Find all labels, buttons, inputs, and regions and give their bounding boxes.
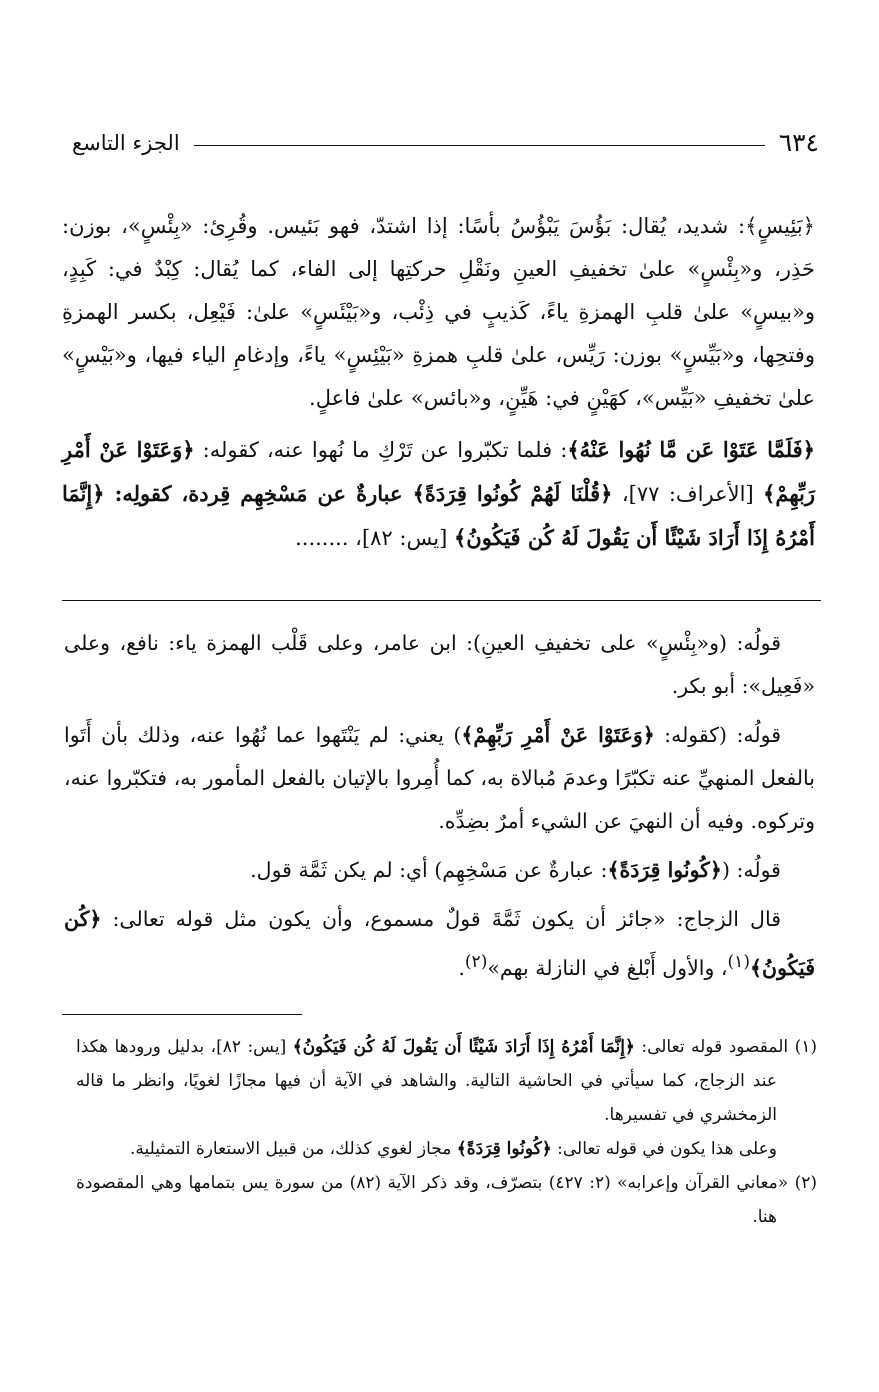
- quran-verse: ﴿كُن فَيَكُونُ﴾: [64, 907, 815, 980]
- footnote-1: [76, 1030, 817, 1132]
- footnote-2: (٢) «معاني القرآن وإعرابه» (٢: ٤٢٧) بتصرّف، وقد ذكر الآية (٨٢) من سورة يس بتمامها وهي المقصودة هنا.: [76, 1173, 817, 1227]
- quran-verse: ﴿كُونُوا قِرَدَةً﴾: [456, 1139, 552, 1159]
- header-rule: [194, 145, 765, 146]
- main-line: و«بيسٍ» علىٰ قلبِ الهمزةِ ياءً، كَذيبٍ في ذِئْب، و«بَيْئَسٍ» علىٰ: فَيْعِل، بكسر الهمزةِ: [62, 300, 815, 324]
- footnote-1-continuation: [76, 1132, 817, 1166]
- main-line: علىٰ تخفيفِ «بَيِّس»، كهَيْنٍ في: هَيِّنٍ، و«بائس» علىٰ فاعلٍ.: [309, 386, 815, 410]
- footnote-run: وعلى هذا يكون في قوله تعالى:: [551, 1139, 777, 1159]
- commentary-run: قولُه: (كقوله:: [654, 723, 781, 747]
- footnote-marker[interactable]: (٢): [464, 952, 488, 972]
- footnote-run: (١) المقصود قوله تعالى:: [634, 1037, 817, 1057]
- page-header: [72, 128, 819, 158]
- main-line: وفتحِها، و«بَيِّسٍ» بوزن: رَيِّس، علىٰ قلبِ همزةِ «بَيْئِسٍ» ياءً، وإدغامِ الياء فيها، و«بَيْسٍ»: [62, 343, 815, 367]
- commentary-section: [64, 622, 815, 990]
- main-line: بوزن: حَذِر، و«بِئْسٍ» علىٰ تخفيفِ العينِ ونَقْلِ حركتِها إلى الفاء، كما يُقال: كِبْدٌ في: كَبِدٍ،: [62, 214, 815, 281]
- commentary-run: .: [458, 955, 465, 980]
- verse-reference: [الأعراف: ٧٧]،: [612, 482, 764, 506]
- quran-verse: ﴿كُونُوا قِرَدَةً﴾: [607, 858, 722, 882]
- quran-verse: ﴿إِنَّمَا أَمْرُهُ إِذَا أَرَادَ شَيْئًا أَن يَقُولَ لَهُ كُن فَيَكُونُ﴾: [62, 481, 815, 550]
- main-text-run: عبارةٌ عن مَسْخِهِم قِردة، كقولِه:: [104, 481, 413, 506]
- quran-verse: ﴿وَعَتَوْا عَنْ أَمْرِ رَبِّهِمْ﴾: [461, 723, 655, 747]
- quran-verse: ﴿فَلَمَّا عَتَوْا عَن مَّا نُهُوا عَنْهُ﴾: [567, 437, 815, 462]
- footnote-marker[interactable]: (١): [727, 952, 751, 972]
- main-paragraph-1: [62, 205, 815, 420]
- main-text-run: : فلما تكبّروا عن تَرْكِ ما نُهوا عنه، كقوله:: [194, 438, 568, 462]
- main-text-separator: [62, 600, 821, 601]
- part-title: الجزء التاسع: [72, 131, 180, 155]
- commentary-paragraph-2: [64, 714, 815, 843]
- commentary-run: ، والأول أَبْلغ في النازلة بهم»: [487, 955, 728, 980]
- footnotes-section: [76, 1030, 817, 1234]
- commentary-run: قولُه: (: [721, 858, 781, 882]
- page-number: ٦٣٤: [778, 128, 819, 157]
- footnote-run: مجاز لغوي كذلك، من قبيل الاستعارة التمثيلية.: [130, 1139, 457, 1159]
- quran-verse: ﴿إِنَّمَا أَمْرُهُ إِذَا أَرَادَ شَيْئًا أَن يَقُولَ لَهُ كُن فَيَكُونُ﴾: [292, 1037, 635, 1057]
- commentary-run: : عبارةٌ عن مَسْخِهِم) أي: لم يكن ثَمَّة قول.: [250, 858, 608, 882]
- commentary-paragraph-3: [64, 849, 815, 892]
- footnote-separator: [62, 1014, 302, 1015]
- main-text: [62, 205, 815, 560]
- verse-reference: [يس: ٨٢]، ........: [295, 526, 454, 550]
- commentary-paragraph-4: [64, 898, 815, 990]
- commentary-paragraph-1: قولُه: (و«بِئْسٍ» على تخفيفِ العينِ): ابن عامر، وعلى قَلْب الهمزة ياء: نافع، وعلى «فَعِيل»: أبو بكر.: [64, 631, 815, 698]
- main-paragraph-2: [62, 428, 815, 560]
- quran-verse: ﴿قُلْنَا لَهُمْ كُونُوا قِرَدَةً﴾: [412, 481, 613, 506]
- main-line: ﴿بَئِيسٍ﴾: شديد، يُقال: بَؤُسَ يَبْؤُسُ بأسًا: إذا اشتدّ، فهو بَئيس. وقُرِئ: «بِئْسٍ»،: [121, 214, 815, 238]
- footnote-run: [يس: ٨٢]، بدليل ورودها هكذا عند الزجاج، كما سيأتي في الحاشية التالية. والشاهد في الآية أن فيها مجازًا لغويًا، وانظر ما قاله الزمخشري في تفسيرها.: [76, 1037, 777, 1125]
- commentary-run: قال الزجاج: «جائز أن يكون ثَمَّةَ قولٌ مسموع، وأن يكون مثل قوله تعالى:: [101, 907, 781, 931]
- quran-verse: ﴿وَعَتَوْا عَنْ أَمْرِ رَبِّهِمْ﴾: [62, 437, 815, 506]
- commentary-run: ) يعني: لم يَنْتَهوا عما نُهُوا عنه، وذلك بأن أَتَوا بالفعل المنهيِّ عنه تكبّرًا وعدمَ مُبالاة به، كما أُمِروا بالإتيان بالفعل المأمور به، فتكبّروا عنه، وتركوه. وفيه أن النهيَ عن الشيء أمرٌ بضِدِّه.: [64, 723, 815, 833]
